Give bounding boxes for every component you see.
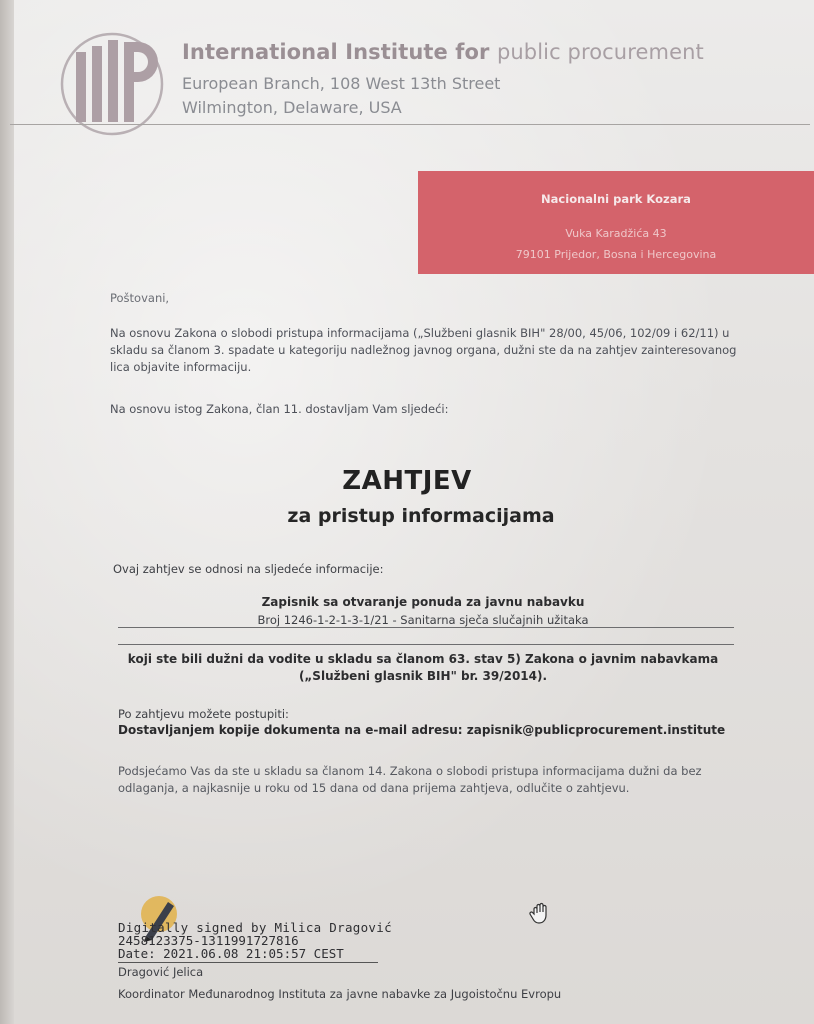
signer-name: Dragović Jelica: [118, 965, 204, 979]
recipient-box: [418, 171, 814, 274]
legal-basis-paragraph: Na osnovu Zakona o slobodi pristupa informacijama („Službeni glasnik BIH" 28/00, 45/06, 102/09 i 62/11) u skladu sa članom 3. spadate u kategoriju nadležnog javnog organa, dužni ste da na zahtjev zainteresovanog lica objavite informaciju.: [110, 326, 737, 374]
salutation: Poštovani,: [110, 291, 170, 305]
signature-date: Date: 2021.06.08 21:05:57 CEST: [118, 946, 344, 961]
obligation-line2: („Službeni glasnik BIH" br. 39/2014).: [298, 669, 548, 683]
obligation-line1: koji ste bili dužni da vodite u skladu sa članom 63. stav 5) Zakona o javnim nabavkama: [127, 652, 719, 666]
divider: [118, 644, 734, 645]
signature-divider: [118, 962, 378, 963]
recipient-street: Vuka Karadžića 43: [565, 227, 667, 240]
organization-address-line2: Wilmington, Delaware, USA: [182, 98, 402, 117]
organization-address-line1: European Branch, 108 West 13th Street: [182, 74, 501, 93]
organization-name: International Institute for public procurement: [182, 40, 704, 64]
document-subtitle: za pristup informacijama: [287, 505, 555, 527]
deadline-paragraph: Podsjećamo Vas da ste u skladu sa članom 14. Zakona o slobodi pristupa informacijama dužni da bez odlaganja, a najkasnije u roku od 15 dana od dana prijema zahtjeva, odlučite o zahtjevu.: [118, 764, 702, 795]
info-title: Zapisnik sa otvaranje ponuda za javnu nabavku: [261, 595, 585, 609]
signature-line2: 2458123375-1311991727816: [118, 933, 299, 948]
signature-line1: Digitally signed by Milica Dragović: [118, 920, 392, 935]
request-intro: Ovaj zahtjev se odnosi na sljedeće informacije:: [113, 562, 384, 576]
request-action: Dostavljanjem kopije dokumenta na e-mail adresu: zapisnik@publicprocurement.institute: [118, 723, 726, 737]
request-label: Po zahtjevu možete postupiti:: [118, 707, 289, 721]
recipient-name: Nacionalni park Kozara: [541, 192, 691, 206]
info-number: Broj 1246-1-2-1-3-1/21 - Sanitarna sječa slučajnih užitaka: [257, 613, 589, 627]
header-divider: [10, 124, 810, 125]
article-paragraph: Na osnovu istog Zakona, član 11. dostavljam Vam sljedeći:: [110, 402, 449, 416]
hand-cursor-icon: [528, 900, 556, 928]
document-title: ZAHTJEV: [342, 466, 472, 496]
divider: [118, 627, 734, 628]
signer-title: Koordinator Međunarodnog Instituta za javne nabavke za Jugoistočnu Evropu: [118, 987, 562, 1001]
recipient-city: 79101 Prijedor, Bosna i Hercegovina: [515, 248, 717, 261]
